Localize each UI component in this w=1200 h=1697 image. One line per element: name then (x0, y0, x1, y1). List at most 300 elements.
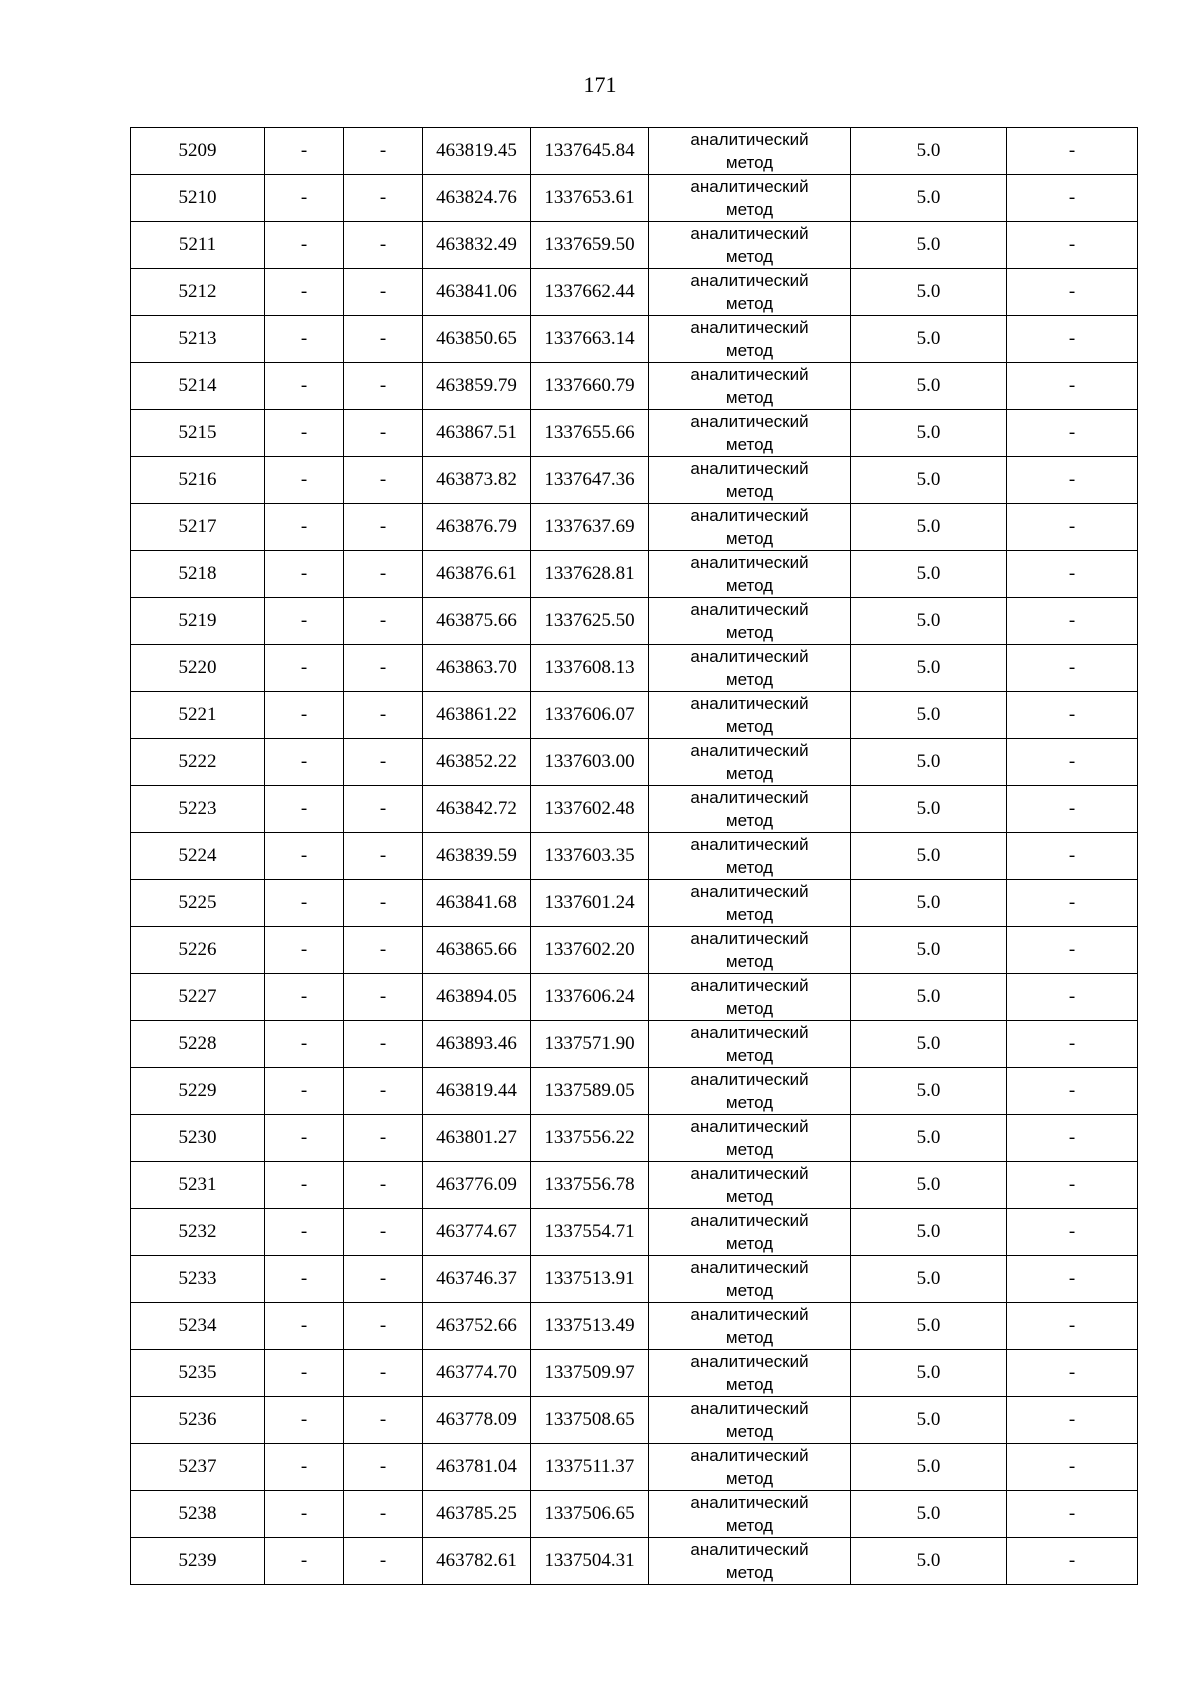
empty-dash-cell: - (265, 1256, 344, 1303)
y-coordinate-cell: 1337513.91 (531, 1256, 649, 1303)
empty-dash-cell: - (265, 269, 344, 316)
table-row (131, 786, 1138, 833)
table-row (131, 1538, 1138, 1585)
method-cell (649, 1303, 851, 1350)
method-line-1: аналитический (690, 1399, 809, 1418)
method-line-2: метод (725, 1328, 774, 1347)
empty-dash-cell: - (265, 1021, 344, 1068)
empty-dash-cell: - (344, 1162, 423, 1209)
empty-dash-cell: - (1007, 316, 1138, 363)
method-line-2: метод (725, 1187, 774, 1206)
empty-dash-cell: - (265, 222, 344, 269)
empty-dash-cell: - (344, 175, 423, 222)
x-coordinate-cell: 463852.22 (423, 739, 531, 786)
method-line-1: аналитический (690, 882, 809, 901)
accuracy-cell: 5.0 (851, 1397, 1007, 1444)
empty-dash-cell: - (344, 551, 423, 598)
method-cell (649, 457, 851, 504)
point-number-cell: 5227 (131, 974, 265, 1021)
method-cell (649, 1209, 851, 1256)
table-row (131, 692, 1138, 739)
empty-dash-cell: - (344, 786, 423, 833)
method-line-1: аналитический (690, 647, 809, 666)
table-row (131, 410, 1138, 457)
table-row (131, 598, 1138, 645)
x-coordinate-cell: 463774.67 (423, 1209, 531, 1256)
empty-dash-cell: - (1007, 1397, 1138, 1444)
empty-dash-cell: - (265, 175, 344, 222)
accuracy-cell: 5.0 (851, 1303, 1007, 1350)
accuracy-cell: 5.0 (851, 1538, 1007, 1585)
point-number-cell: 5231 (131, 1162, 265, 1209)
empty-dash-cell: - (344, 833, 423, 880)
method-line-2: метод (725, 623, 774, 642)
empty-dash-cell: - (344, 1021, 423, 1068)
empty-dash-cell: - (344, 645, 423, 692)
point-number-cell: 5233 (131, 1256, 265, 1303)
method-cell (649, 222, 851, 269)
accuracy-cell: 5.0 (851, 1209, 1007, 1256)
y-coordinate-cell: 1337603.35 (531, 833, 649, 880)
empty-dash-cell: - (1007, 1444, 1138, 1491)
method-line-2: метод (725, 1046, 774, 1065)
method-line-1: аналитический (690, 318, 809, 337)
method-line-2: метод (725, 1093, 774, 1112)
method-line-1: аналитический (690, 600, 809, 619)
page-number: 171 (583, 72, 617, 97)
x-coordinate-cell: 463782.61 (423, 1538, 531, 1585)
empty-dash-cell: - (1007, 692, 1138, 739)
method-line-1: аналитический (690, 1352, 809, 1371)
x-coordinate-cell: 463832.49 (423, 222, 531, 269)
method-line-1: аналитический (690, 365, 809, 384)
empty-dash-cell: - (344, 598, 423, 645)
method-line-1: аналитический (690, 412, 809, 431)
method-line-2: метод (725, 1234, 774, 1253)
method-line-1: аналитический (690, 1070, 809, 1089)
y-coordinate-cell: 1337625.50 (531, 598, 649, 645)
table-row (131, 551, 1138, 598)
x-coordinate-cell: 463752.66 (423, 1303, 531, 1350)
table-row (131, 1162, 1138, 1209)
table-row (131, 1491, 1138, 1538)
table-row (131, 316, 1138, 363)
method-cell (649, 1068, 851, 1115)
empty-dash-cell: - (265, 316, 344, 363)
table-row (131, 1209, 1138, 1256)
y-coordinate-cell: 1337513.49 (531, 1303, 649, 1350)
table-row (131, 128, 1138, 175)
x-coordinate-cell: 463776.09 (423, 1162, 531, 1209)
x-coordinate-cell: 463774.70 (423, 1350, 531, 1397)
empty-dash-cell: - (265, 1209, 344, 1256)
y-coordinate-cell: 1337602.48 (531, 786, 649, 833)
method-line-2: метод (725, 811, 774, 830)
point-number-cell: 5213 (131, 316, 265, 363)
y-coordinate-cell: 1337659.50 (531, 222, 649, 269)
x-coordinate-cell: 463842.72 (423, 786, 531, 833)
x-coordinate-cell: 463785.25 (423, 1491, 531, 1538)
accuracy-cell: 5.0 (851, 457, 1007, 504)
x-coordinate-cell: 463876.61 (423, 551, 531, 598)
accuracy-cell: 5.0 (851, 1068, 1007, 1115)
empty-dash-cell: - (265, 1444, 344, 1491)
accuracy-cell: 5.0 (851, 1256, 1007, 1303)
point-number-cell: 5234 (131, 1303, 265, 1350)
table-row (131, 927, 1138, 974)
accuracy-cell: 5.0 (851, 410, 1007, 457)
accuracy-cell: 5.0 (851, 1021, 1007, 1068)
x-coordinate-cell: 463841.68 (423, 880, 531, 927)
method-line-1: аналитический (690, 929, 809, 948)
point-number-cell: 5219 (131, 598, 265, 645)
x-coordinate-cell: 463850.65 (423, 316, 531, 363)
method-cell (649, 927, 851, 974)
method-cell (649, 410, 851, 457)
method-cell (649, 1021, 851, 1068)
point-number-cell: 5217 (131, 504, 265, 551)
table-row (131, 1444, 1138, 1491)
table-row (131, 363, 1138, 410)
empty-dash-cell: - (265, 128, 344, 175)
method-cell (649, 269, 851, 316)
empty-dash-cell: - (1007, 974, 1138, 1021)
method-line-1: аналитический (690, 976, 809, 995)
empty-dash-cell: - (1007, 1491, 1138, 1538)
empty-dash-cell: - (265, 739, 344, 786)
accuracy-cell: 5.0 (851, 1444, 1007, 1491)
method-line-1: аналитический (690, 553, 809, 572)
empty-dash-cell: - (265, 1350, 344, 1397)
method-cell (649, 692, 851, 739)
table-row (131, 1350, 1138, 1397)
method-line-1: аналитический (690, 788, 809, 807)
empty-dash-cell: - (1007, 1209, 1138, 1256)
method-line-2: метод (725, 1422, 774, 1441)
empty-dash-cell: - (344, 128, 423, 175)
accuracy-cell: 5.0 (851, 504, 1007, 551)
empty-dash-cell: - (344, 363, 423, 410)
empty-dash-cell: - (1007, 551, 1138, 598)
empty-dash-cell: - (265, 598, 344, 645)
x-coordinate-cell: 463876.79 (423, 504, 531, 551)
empty-dash-cell: - (265, 974, 344, 1021)
point-number-cell: 5229 (131, 1068, 265, 1115)
table-row (131, 175, 1138, 222)
x-coordinate-cell: 463873.82 (423, 457, 531, 504)
empty-dash-cell: - (344, 1256, 423, 1303)
table-row (131, 1115, 1138, 1162)
method-cell (649, 504, 851, 551)
empty-dash-cell: - (344, 504, 423, 551)
x-coordinate-cell: 463863.70 (423, 645, 531, 692)
empty-dash-cell: - (265, 786, 344, 833)
method-line-1: аналитический (690, 177, 809, 196)
x-coordinate-cell: 463801.27 (423, 1115, 531, 1162)
empty-dash-cell: - (265, 1162, 344, 1209)
point-number-cell: 5212 (131, 269, 265, 316)
x-coordinate-cell: 463819.45 (423, 128, 531, 175)
empty-dash-cell: - (344, 316, 423, 363)
method-line-2: метод (725, 200, 774, 219)
point-number-cell: 5225 (131, 880, 265, 927)
empty-dash-cell: - (1007, 645, 1138, 692)
method-line-1: аналитический (690, 1211, 809, 1230)
empty-dash-cell: - (1007, 1538, 1138, 1585)
empty-dash-cell: - (1007, 786, 1138, 833)
y-coordinate-cell: 1337603.00 (531, 739, 649, 786)
method-cell (649, 1115, 851, 1162)
accuracy-cell: 5.0 (851, 927, 1007, 974)
table-row (131, 833, 1138, 880)
empty-dash-cell: - (344, 1115, 423, 1162)
accuracy-cell: 5.0 (851, 1491, 1007, 1538)
y-coordinate-cell: 1337556.78 (531, 1162, 649, 1209)
y-coordinate-cell: 1337653.61 (531, 175, 649, 222)
method-cell (649, 1538, 851, 1585)
method-cell (649, 880, 851, 927)
method-cell (649, 1491, 851, 1538)
table-row (131, 457, 1138, 504)
y-coordinate-cell: 1337504.31 (531, 1538, 649, 1585)
method-cell (649, 1444, 851, 1491)
empty-dash-cell: - (344, 457, 423, 504)
method-line-1: аналитический (690, 130, 809, 149)
point-number-cell: 5216 (131, 457, 265, 504)
empty-dash-cell: - (1007, 1303, 1138, 1350)
point-number-cell: 5214 (131, 363, 265, 410)
empty-dash-cell: - (344, 410, 423, 457)
empty-dash-cell: - (265, 880, 344, 927)
method-line-1: аналитический (690, 459, 809, 478)
method-cell (649, 974, 851, 1021)
empty-dash-cell: - (265, 1068, 344, 1115)
y-coordinate-cell: 1337647.36 (531, 457, 649, 504)
table-row (131, 504, 1138, 551)
point-number-cell: 5230 (131, 1115, 265, 1162)
y-coordinate-cell: 1337601.24 (531, 880, 649, 927)
method-line-2: метод (725, 388, 774, 407)
empty-dash-cell: - (1007, 880, 1138, 927)
method-line-2: метод (725, 1563, 774, 1582)
accuracy-cell: 5.0 (851, 692, 1007, 739)
method-line-1: аналитический (690, 1258, 809, 1277)
y-coordinate-cell: 1337628.81 (531, 551, 649, 598)
x-coordinate-cell: 463781.04 (423, 1444, 531, 1491)
method-cell (649, 598, 851, 645)
coordinates-table (130, 127, 1138, 1585)
y-coordinate-cell: 1337509.97 (531, 1350, 649, 1397)
empty-dash-cell: - (265, 504, 344, 551)
empty-dash-cell: - (344, 1303, 423, 1350)
accuracy-cell: 5.0 (851, 598, 1007, 645)
accuracy-cell: 5.0 (851, 786, 1007, 833)
y-coordinate-cell: 1337556.22 (531, 1115, 649, 1162)
accuracy-cell: 5.0 (851, 316, 1007, 363)
point-number-cell: 5237 (131, 1444, 265, 1491)
x-coordinate-cell: 463839.59 (423, 833, 531, 880)
point-number-cell: 5210 (131, 175, 265, 222)
empty-dash-cell: - (1007, 269, 1138, 316)
x-coordinate-cell: 463824.76 (423, 175, 531, 222)
method-line-2: метод (725, 905, 774, 924)
accuracy-cell: 5.0 (851, 1350, 1007, 1397)
x-coordinate-cell: 463875.66 (423, 598, 531, 645)
empty-dash-cell: - (344, 269, 423, 316)
method-cell (649, 551, 851, 598)
method-line-2: метод (725, 670, 774, 689)
empty-dash-cell: - (265, 645, 344, 692)
method-cell (649, 363, 851, 410)
x-coordinate-cell: 463778.09 (423, 1397, 531, 1444)
empty-dash-cell: - (1007, 128, 1138, 175)
table-row (131, 1021, 1138, 1068)
method-line-1: аналитический (690, 1164, 809, 1183)
point-number-cell: 5224 (131, 833, 265, 880)
empty-dash-cell: - (265, 692, 344, 739)
table-row (131, 739, 1138, 786)
empty-dash-cell: - (265, 1538, 344, 1585)
method-cell (649, 833, 851, 880)
y-coordinate-cell: 1337608.13 (531, 645, 649, 692)
point-number-cell: 5236 (131, 1397, 265, 1444)
method-cell (649, 645, 851, 692)
point-number-cell: 5215 (131, 410, 265, 457)
accuracy-cell: 5.0 (851, 175, 1007, 222)
table-body (131, 128, 1138, 1585)
x-coordinate-cell: 463841.06 (423, 269, 531, 316)
x-coordinate-cell: 463819.44 (423, 1068, 531, 1115)
empty-dash-cell: - (344, 1209, 423, 1256)
table-row (131, 880, 1138, 927)
method-line-2: метод (725, 294, 774, 313)
accuracy-cell: 5.0 (851, 974, 1007, 1021)
point-number-cell: 5228 (131, 1021, 265, 1068)
empty-dash-cell: - (1007, 927, 1138, 974)
accuracy-cell: 5.0 (851, 833, 1007, 880)
method-line-1: аналитический (690, 694, 809, 713)
method-line-2: метод (725, 435, 774, 454)
method-line-1: аналитический (690, 835, 809, 854)
point-number-cell: 5221 (131, 692, 265, 739)
empty-dash-cell: - (265, 457, 344, 504)
table-row (131, 269, 1138, 316)
method-cell (649, 1397, 851, 1444)
accuracy-cell: 5.0 (851, 1162, 1007, 1209)
empty-dash-cell: - (265, 1397, 344, 1444)
empty-dash-cell: - (344, 1538, 423, 1585)
point-number-cell: 5222 (131, 739, 265, 786)
empty-dash-cell: - (344, 692, 423, 739)
accuracy-cell: 5.0 (851, 739, 1007, 786)
y-coordinate-cell: 1337589.05 (531, 1068, 649, 1115)
y-coordinate-cell: 1337506.65 (531, 1491, 649, 1538)
point-number-cell: 5226 (131, 927, 265, 974)
y-coordinate-cell: 1337655.66 (531, 410, 649, 457)
method-cell (649, 128, 851, 175)
point-number-cell: 5209 (131, 128, 265, 175)
table-row (131, 222, 1138, 269)
empty-dash-cell: - (1007, 1068, 1138, 1115)
x-coordinate-cell: 463746.37 (423, 1256, 531, 1303)
empty-dash-cell: - (265, 1303, 344, 1350)
method-line-1: аналитический (690, 506, 809, 525)
y-coordinate-cell: 1337645.84 (531, 128, 649, 175)
empty-dash-cell: - (1007, 504, 1138, 551)
y-coordinate-cell: 1337660.79 (531, 363, 649, 410)
table-row (131, 1303, 1138, 1350)
accuracy-cell: 5.0 (851, 363, 1007, 410)
empty-dash-cell: - (344, 1444, 423, 1491)
method-line-2: метод (725, 482, 774, 501)
empty-dash-cell: - (344, 1068, 423, 1115)
accuracy-cell: 5.0 (851, 551, 1007, 598)
empty-dash-cell: - (344, 1491, 423, 1538)
x-coordinate-cell: 463859.79 (423, 363, 531, 410)
empty-dash-cell: - (265, 363, 344, 410)
method-cell (649, 1350, 851, 1397)
point-number-cell: 5211 (131, 222, 265, 269)
method-line-1: аналитический (690, 224, 809, 243)
table-row (131, 974, 1138, 1021)
y-coordinate-cell: 1337606.07 (531, 692, 649, 739)
table-row (131, 1256, 1138, 1303)
method-line-2: метод (725, 999, 774, 1018)
empty-dash-cell: - (1007, 410, 1138, 457)
point-number-cell: 5232 (131, 1209, 265, 1256)
method-line-1: аналитический (690, 1117, 809, 1136)
method-cell (649, 1162, 851, 1209)
point-number-cell: 5218 (131, 551, 265, 598)
empty-dash-cell: - (265, 833, 344, 880)
method-cell (649, 786, 851, 833)
empty-dash-cell: - (344, 927, 423, 974)
method-line-2: метод (725, 153, 774, 172)
empty-dash-cell: - (1007, 175, 1138, 222)
method-cell (649, 316, 851, 363)
accuracy-cell: 5.0 (851, 880, 1007, 927)
empty-dash-cell: - (265, 1115, 344, 1162)
empty-dash-cell: - (265, 551, 344, 598)
empty-dash-cell: - (344, 1397, 423, 1444)
empty-dash-cell: - (344, 880, 423, 927)
y-coordinate-cell: 1337606.24 (531, 974, 649, 1021)
method-line-2: метод (725, 247, 774, 266)
empty-dash-cell: - (344, 1350, 423, 1397)
accuracy-cell: 5.0 (851, 128, 1007, 175)
y-coordinate-cell: 1337663.14 (531, 316, 649, 363)
table-row (131, 645, 1138, 692)
accuracy-cell: 5.0 (851, 645, 1007, 692)
y-coordinate-cell: 1337508.65 (531, 1397, 649, 1444)
empty-dash-cell: - (1007, 833, 1138, 880)
empty-dash-cell: - (1007, 1350, 1138, 1397)
method-line-2: метод (725, 717, 774, 736)
method-line-2: метод (725, 952, 774, 971)
x-coordinate-cell: 463861.22 (423, 692, 531, 739)
method-line-2: метод (725, 529, 774, 548)
table-row (131, 1068, 1138, 1115)
accuracy-cell: 5.0 (851, 222, 1007, 269)
empty-dash-cell: - (265, 927, 344, 974)
empty-dash-cell: - (1007, 363, 1138, 410)
y-coordinate-cell: 1337511.37 (531, 1444, 649, 1491)
x-coordinate-cell: 463867.51 (423, 410, 531, 457)
y-coordinate-cell: 1337662.44 (531, 269, 649, 316)
method-line-2: метод (725, 341, 774, 360)
empty-dash-cell: - (1007, 1256, 1138, 1303)
method-line-1: аналитический (690, 1493, 809, 1512)
